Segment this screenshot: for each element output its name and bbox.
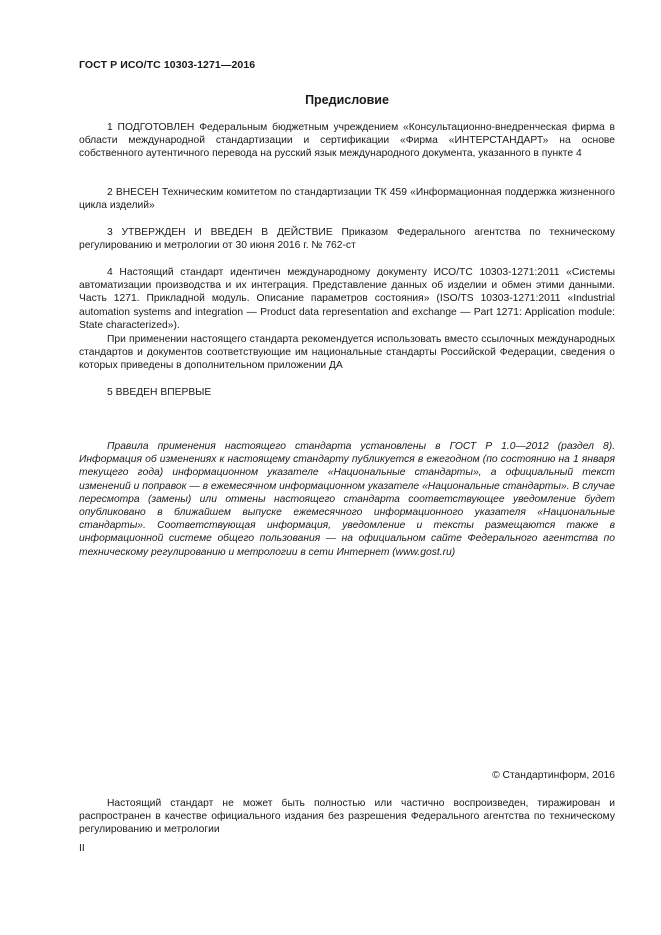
application-rules: Правила применения настоящего стандарта установлены в ГОСТ Р 1.0—2012 (раздел 8). Информация об изменениях к настоящему стандарту публикуется в ежегодном (по состоянию на 1 января текущего года) информационном указателе «Национальные стандарты», а официальный текст изменений и поправок — в ежемесячном информационном указателе «Национальные стандарты». В случае пересмотра (замены) или отмены настоящего стандарта соответствующее уведомление будет опубликовано в ближайшем выпуске ежемесячного информационного указателя «Национальные стандарты». Соответствующая информация, уведомление и тексты размещаются также в информационной системе общего пользования — на официальном сайте Федерального агентства по техническому регулированию и метрологии в сети Интернет (www.gost.ru) [79, 441, 615, 558]
page-number: II [79, 843, 85, 854]
paragraph-4-note: При применении настоящего стандарта рекомендуется использовать вместо ссылочных международных стандартов и документов соответствующие им национальные стандарты Российской Федерации, сведения о которых приведены в дополнительном приложении ДА [79, 334, 615, 372]
standard-code: ГОСТ Р ИСО/ТС 10303-1271—2016 [79, 59, 256, 71]
paragraph-3: 3 УТВЕРЖДЕН И ВВЕДЕН В ДЕЙСТВИЕ Приказом Федерального агентства по техническому регулированию и метрологии от 30 июня 2016 г. № 762-ст [79, 227, 615, 252]
paragraph-4: 4 Настоящий стандарт идентичен международному документу ИСО/ТС 10303-1271:2011 «Системы автоматизации производства и их интеграция. Представление данных об изделии и обмен этими данными. Часть 1271. Прикладной модуль. Описание параметров состояния» (ISO/TS 10303-1271:2011 «Industrial automation systems and integration — Product data representation and exchange — Part 1271: Application module: State characterized»). [79, 267, 615, 331]
paragraph-1: 1 ПОДГОТОВЛЕН Федеральным бюджетным учреждением «Консультационно-внедренческая фирма в области международной стандартизации и сертификации «Фирма «ИНТЕРСТАНДАРТ» на основе собственного аутентичного перевода на русский язык международного документа, указанного в пункте 4 [79, 122, 615, 160]
page-title: Предисловие [305, 93, 389, 107]
copyright: © Стандартинформ, 2016 [492, 770, 615, 781]
reproduction-notice: Настоящий стандарт не может быть полностью или частично воспроизведен, тиражирован и распространен в качестве официального издания без разрешения Федерального агентства по техническому регулированию и метрологии [79, 798, 615, 836]
paragraph-5: 5 ВВЕДЕН ВПЕРВЫЕ [107, 387, 212, 398]
paragraph-2: 2 ВНЕСЕН Техническим комитетом по стандартизации ТК 459 «Информационная поддержка жизненного цикла изделий» [79, 187, 615, 212]
